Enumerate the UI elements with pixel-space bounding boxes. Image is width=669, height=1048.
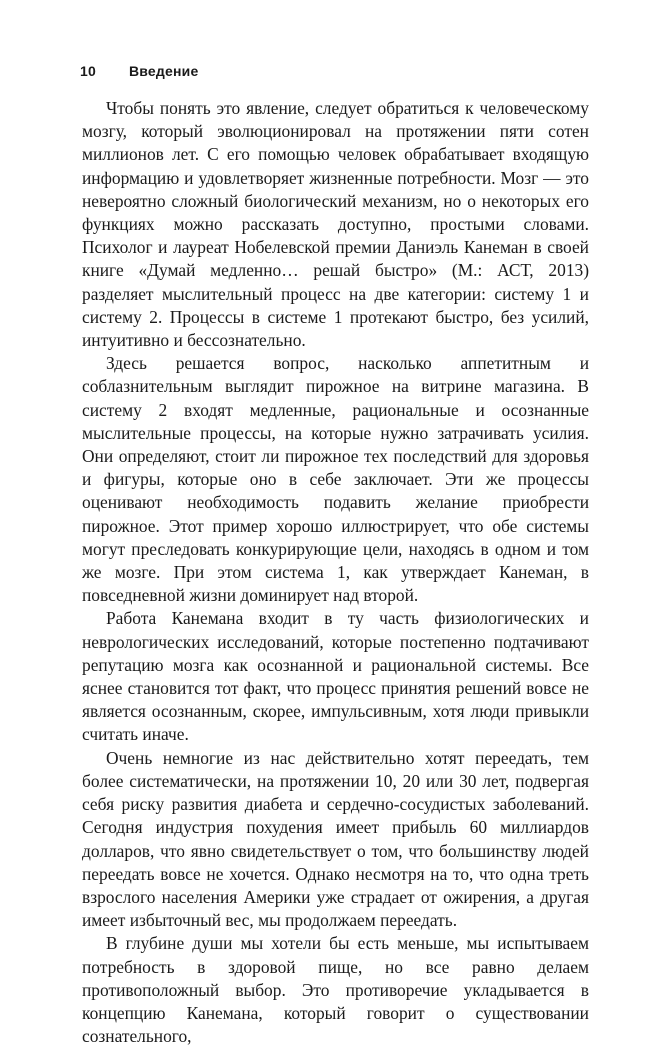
paragraph: В глубине души мы хотели бы есть меньше, мы испытываем потребность в здоровой пище, но все равно делаем противоположный выбор. Это противоречие укладывается в концепцию Канемана, который говорит о существовании сознательного,	[82, 933, 589, 1047]
running-head	[80, 63, 198, 79]
paragraph: Очень немногие из нас действительно хотят переедать, тем более систематически, на протяжении 10, 20 или 30 лет, подвергая себя риску развития диабета и сердечно-сосудистых заболеваний. Сегодня индустрия похудения имеет прибыль 60 миллиардов долларов, что явно свидетельствует о том, что большинству людей переедать вовсе не хочется. Однако несмотря на то, что одна треть взрослого населения Америки уже страдает от ожирения, а другая имеет избыточный вес, мы продолжаем переедать.	[82, 747, 589, 931]
section-title: Введение	[129, 63, 199, 79]
paragraph: Работа Канемана входит в ту часть физиологических и неврологических исследований, которые постепенно подтачивают репутацию мозга как осознанной и рациональной системы. Все яснее становится тот факт, что процесс принятия решений вовсе не является осознанным, скорее, импульсивным, хотя люди привыкли считать иначе.	[82, 608, 589, 745]
body-text	[82, 97, 589, 1048]
paragraph: Чтобы понять это явление, следует обратиться к человеческому мозгу, который эволюционировал на протяжении пяти сотен миллионов лет. С его помощью человек обрабатывает входящую информацию и удовлетворяет жизненные потребности. Мозг — это невероятно сложный биологический механизм, но о некоторых его функциях можно рассказать доступно, простыми словами. Психолог и лауреат Нобелевской премии Даниэль Канеман в своей книге «Думай медленно… решай быстро» (М.: АСТ, 2013) разделяет мыслительный процесс на две категории: систему 1 и систему 2. Процессы в системе 1 протекают быстро, без усилий, интуитивно и бессознательно.	[82, 98, 589, 351]
paragraph: Здесь решается вопрос, насколько аппетитным и соблазнительным выглядит пирожное на витрине магазина. В систему 2 входят медленные, рациональные и осознанные мыслительные процессы, на которые нужно затрачивать усилия. Они определяют, стоит ли пирожное тех последствий для здоровья и фигуры, которые оно в себе заключает. Эти же процессы оценивают необходимость подавить желание приобрести пирожное. Этот пример хорошо иллюстрирует, что обе системы могут преследовать конкурирующие цели, находясь в одном и том же мозге. При этом система 1, как утверждает Канеман, в повседневной жизни доминирует над второй.	[82, 353, 589, 606]
page-number: 10	[80, 63, 96, 79]
